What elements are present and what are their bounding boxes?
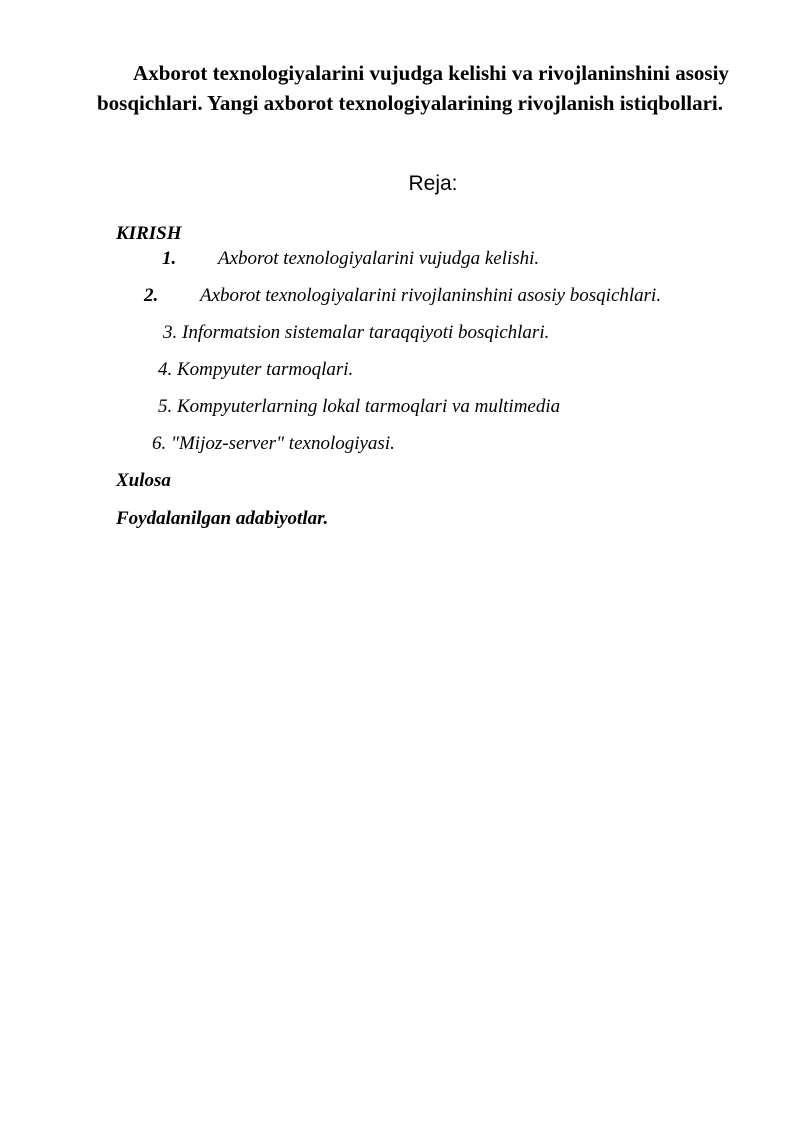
plan-item-6: 6. "Mijoz-server" texnologiyasi. <box>152 433 395 454</box>
conclusion-heading: Xulosa <box>116 470 171 491</box>
intro-heading: KIRISH <box>116 223 182 244</box>
plan-item-text: Axborot texnologiyalarini rivojlaninshini asosiy bosqichlari. <box>200 285 662 306</box>
plan-item-5: 5. Kompyuterlarning lokal tarmoqlari va multimedia <box>158 396 561 417</box>
plan-item-4: 4. Kompyuter tarmoqlari. <box>158 359 354 380</box>
plan-item-number: 2. <box>144 285 159 306</box>
plan-item-3: 3. Informatsion sistemalar taraqqiyoti bosqichlari. <box>163 322 550 343</box>
document-title: Axborot texnologiyalarini vujudga kelishi va rivojlaninshini asosiy bosqichlari. Yangi axborot texnologiyalarining rivojlanish istiqbollari. <box>96 61 729 115</box>
plan-item-1 <box>162 247 539 271</box>
references-heading: Foydalanilgan adabiyotlar. <box>116 508 329 529</box>
plan-item-2 <box>144 284 661 308</box>
plan-item-text: Axborot texnologiyalarini vujudga kelishi. <box>218 248 540 269</box>
plan-item-number: 1. <box>162 248 177 269</box>
plan-heading: Reja: <box>408 172 458 195</box>
